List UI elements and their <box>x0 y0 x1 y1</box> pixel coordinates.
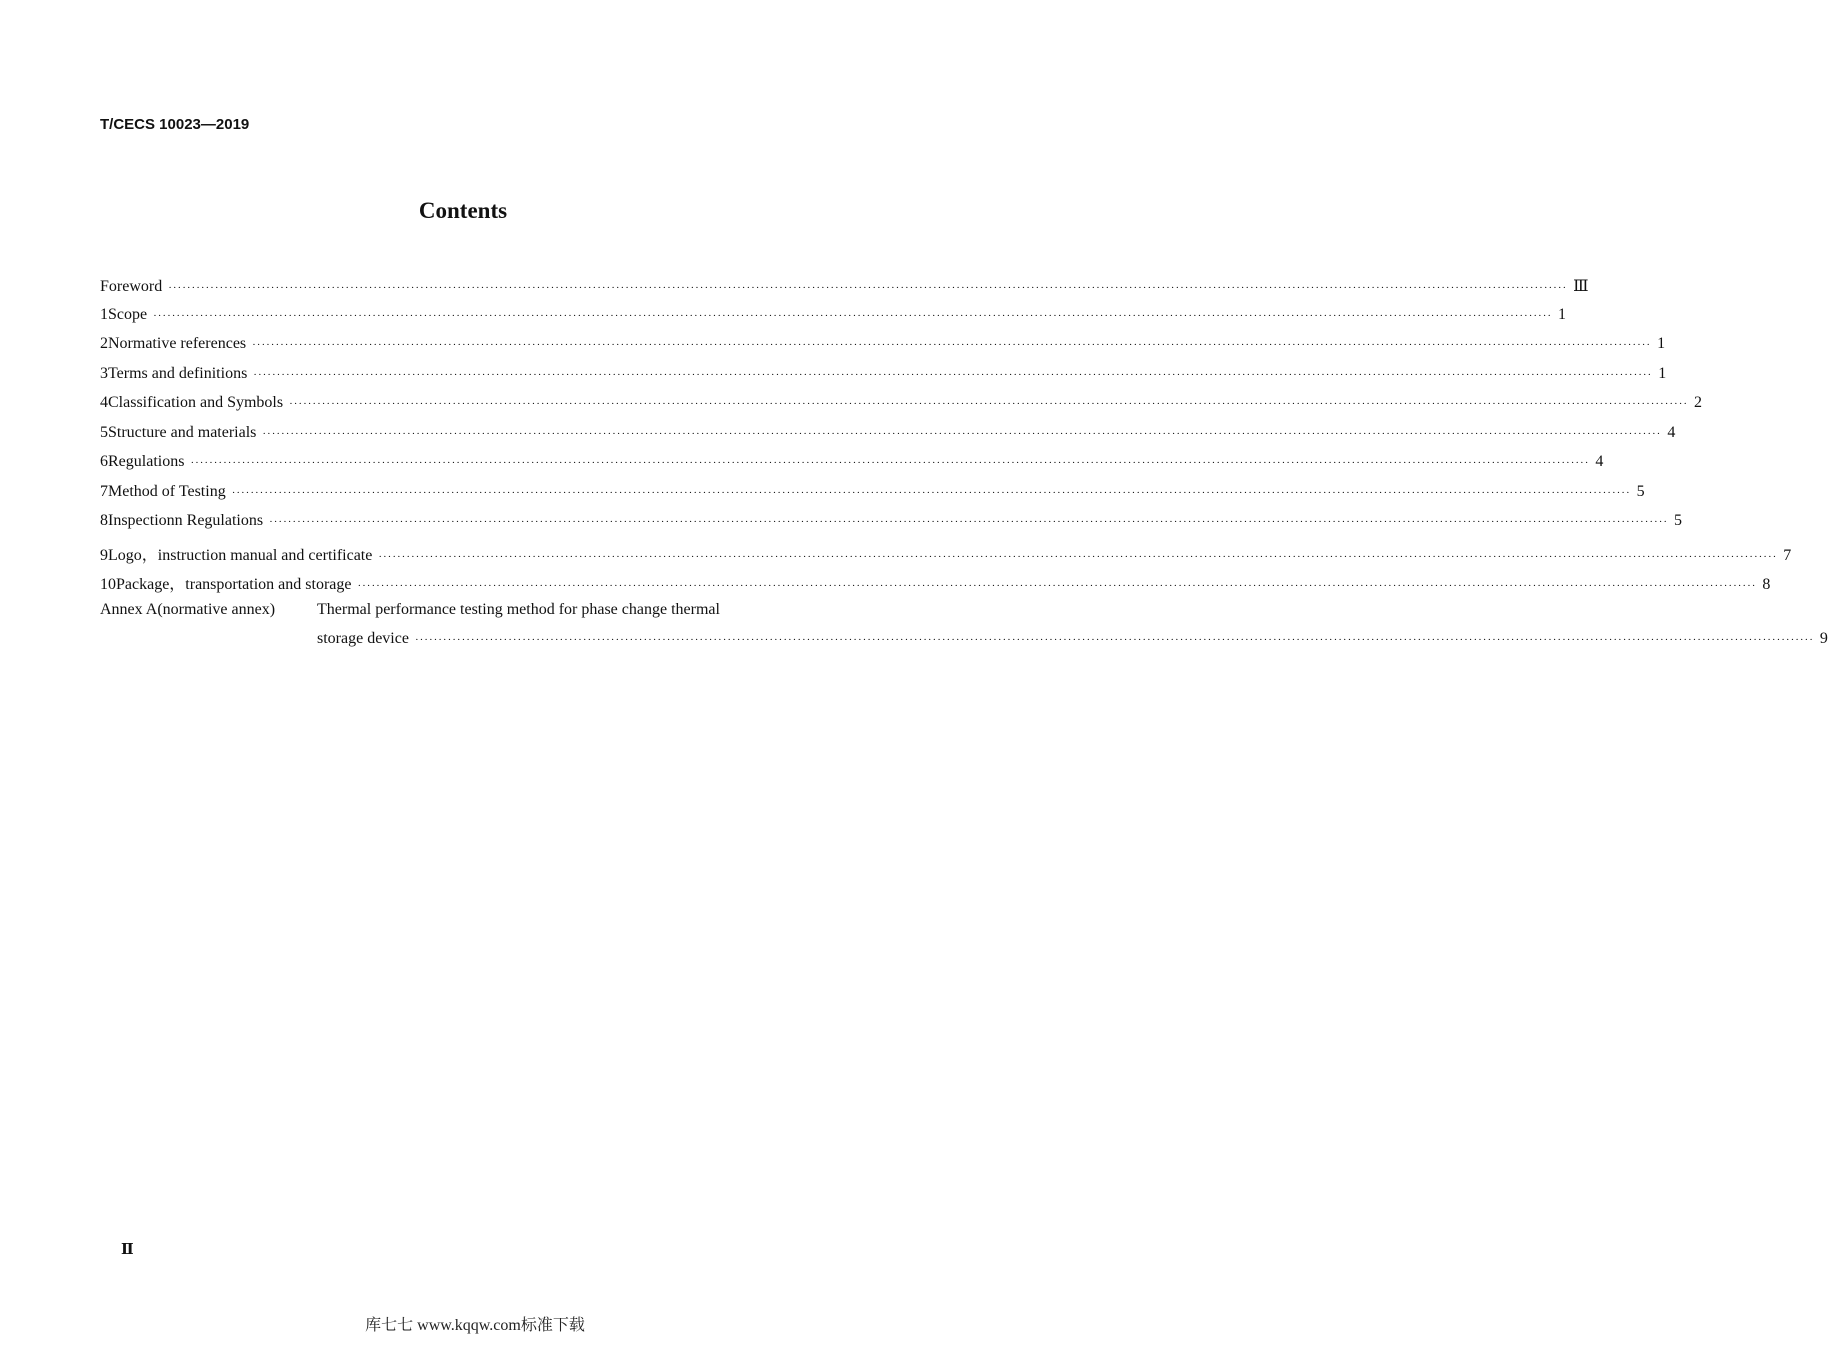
toc-label: Logo，instruction manual and certificate <box>108 546 373 564</box>
leader-dots: ············································································································································································································································································································ <box>231 486 1631 499</box>
toc-page: 5 <box>1636 482 1645 500</box>
toc-label: Method of Testing <box>108 482 226 500</box>
toc-label: Normative references <box>108 335 247 352</box>
toc-entry[interactable] <box>100 482 1645 513</box>
toc-page: 4 <box>1595 453 1604 470</box>
leader-dots: ············································································································································································································································································································ <box>289 398 1689 410</box>
watermark-footer: 库七七 www.kqqw.com标准下载 <box>365 1317 585 1334</box>
toc-number: 3 <box>100 364 108 382</box>
leader-dots: ············································································································································································································································································································ <box>253 368 1653 381</box>
toc-number: 8 <box>100 512 108 529</box>
toc-number: 10 <box>100 576 116 593</box>
toc-page: 1 <box>1558 305 1567 323</box>
toc-page: 1 <box>1658 364 1667 382</box>
toc-page: 2 <box>1694 394 1703 411</box>
toc-number: 6 <box>100 453 108 470</box>
toc-label: Inspectionn Regulations <box>108 512 264 529</box>
leader-dots: ············································································································································································································································································································ <box>262 427 1662 440</box>
toc-label: Classification and Symbols <box>108 394 284 411</box>
toc-entry[interactable] <box>100 542 1792 572</box>
leader-dots: ············································································································································································································································································································ <box>269 516 1669 528</box>
toc-number: 1 <box>100 305 108 323</box>
leader-dots: ············································································································································································································································································································ <box>378 550 1778 563</box>
toc-page: Ⅲ <box>1573 278 1589 295</box>
annex-title-line2: storage device <box>317 629 409 647</box>
toc-page: 9 <box>1819 629 1828 647</box>
annex-title-line1: Thermal performance testing method for phase change thermal <box>317 600 720 618</box>
toc-label: Structure and materials <box>108 423 257 441</box>
toc-entry[interactable] <box>100 305 1567 336</box>
toc-label: Terms and definitions <box>108 364 248 382</box>
toc-label: Regulations <box>108 453 185 470</box>
leader-dots: ············································································································································································································································································································ <box>190 457 1590 469</box>
toc-entry-annex-continued[interactable] <box>100 629 1828 659</box>
toc-number: 7 <box>100 482 108 500</box>
toc-entry-foreword[interactable] <box>100 276 1589 306</box>
leader-dots: ············································································································································································································································································································ <box>414 633 1814 646</box>
table-of-contents <box>100 276 1828 659</box>
toc-page: 8 <box>1762 576 1771 593</box>
toc-number: 4 <box>100 394 108 411</box>
leader-dots: ············································································································································································································································································································ <box>357 580 1757 592</box>
toc-page: 5 <box>1674 512 1683 529</box>
toc-entry[interactable] <box>100 423 1676 454</box>
toc-page: 4 <box>1667 423 1676 441</box>
toc-page: 1 <box>1657 335 1666 352</box>
toc-entry[interactable] <box>100 364 1667 395</box>
toc-entry[interactable] <box>100 453 1604 483</box>
toc-entry[interactable] <box>100 512 1683 542</box>
toc-label: Foreword <box>100 278 163 295</box>
toc-label: Scope <box>108 305 148 323</box>
leader-dots: ············································································································································································································································································································ <box>252 339 1652 351</box>
toc-entry-annex[interactable] <box>100 601 828 630</box>
toc-number: 2 <box>100 335 108 352</box>
leader-dots: ············································································································································································································································································································ <box>168 282 1568 294</box>
toc-entry[interactable] <box>100 571 1771 601</box>
page-title: Contents <box>418 198 508 223</box>
page-number: Ⅱ <box>121 1242 134 1258</box>
toc-entry[interactable] <box>100 335 1666 365</box>
annex-prefix: Annex A(normative annex) <box>100 600 276 618</box>
toc-entry[interactable] <box>100 394 1703 424</box>
toc-number: 9 <box>100 546 108 564</box>
toc-label: Package，transportation and storage <box>116 576 352 593</box>
leader-dots: ············································································································································································································································································································ <box>153 309 1553 322</box>
toc-number: 5 <box>100 423 108 441</box>
toc-page: 7 <box>1783 546 1792 564</box>
standard-code: T/CECS 10023—2019 <box>100 116 250 133</box>
